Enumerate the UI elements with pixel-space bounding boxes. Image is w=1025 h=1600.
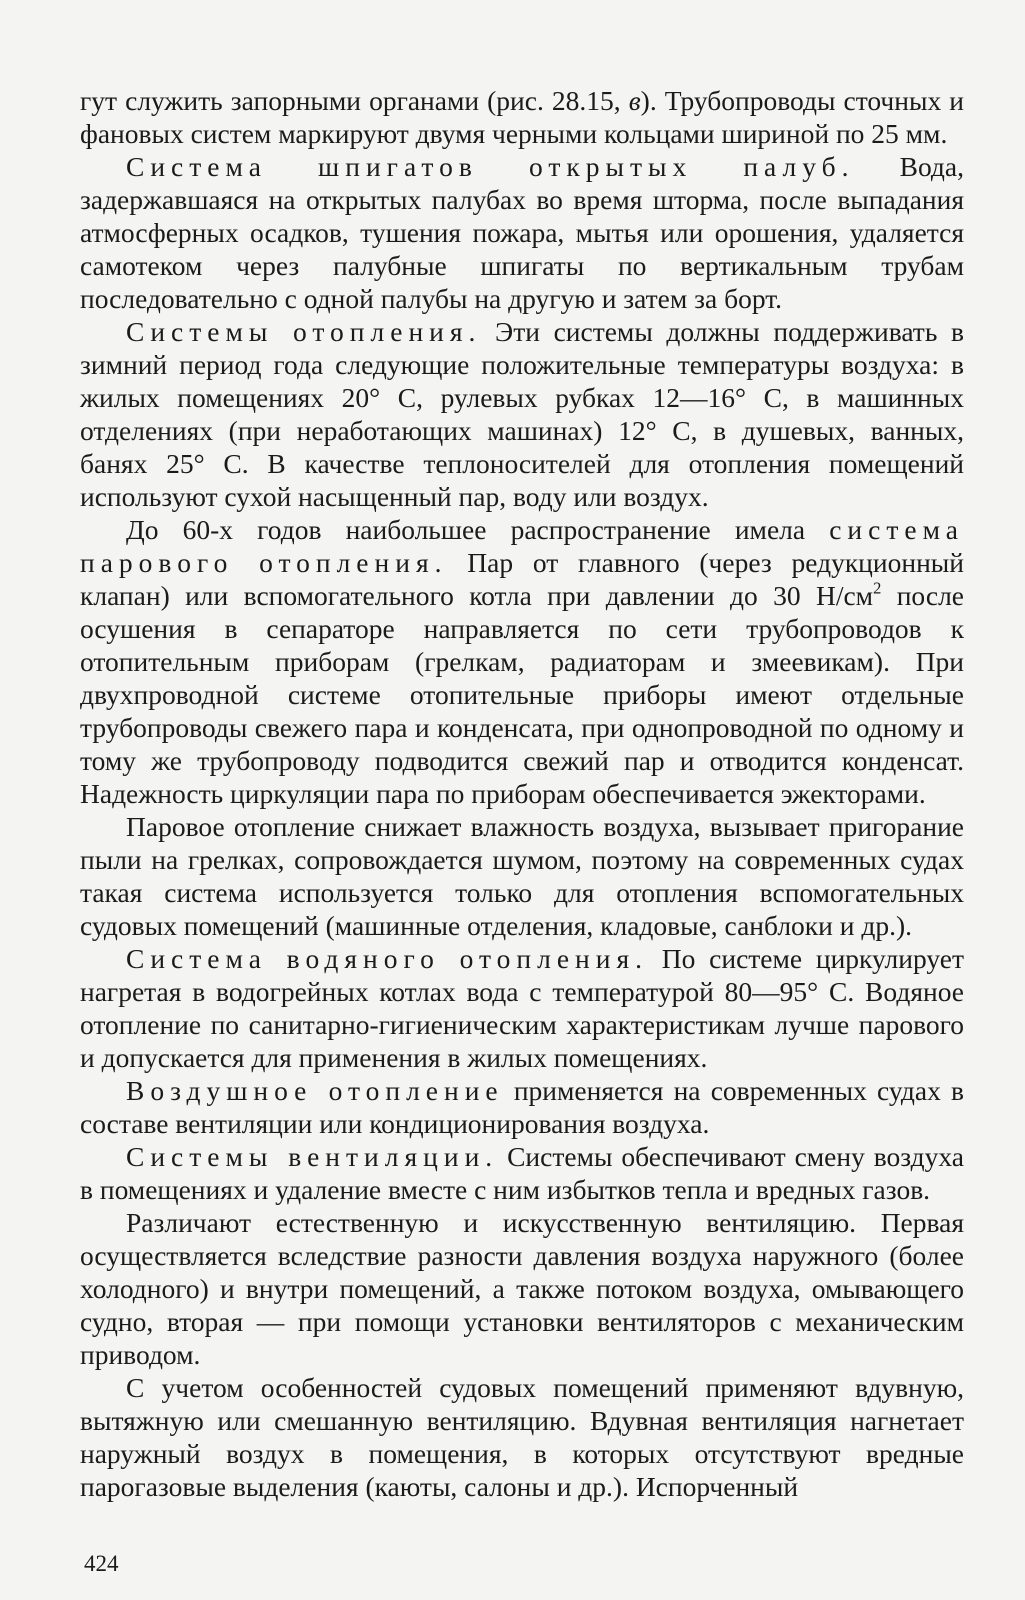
spaced-heading: система парового отопления. <box>80 514 964 578</box>
paragraph-5 <box>80 810 964 942</box>
text-run: ). Трубопроводы сточных и фановых систем маркируют двумя черными кольцами шириной по 25 мм. <box>80 85 964 149</box>
text-run: До 60-х годов наибольшее распространение имела <box>126 514 830 545</box>
paragraph-10 <box>80 1371 964 1503</box>
text-run: Системы обеспечивают смену воздуха в помещениях и удаление вместе с ним избытков тепла и вредных газов. <box>80 1141 965 1205</box>
italic-text: в <box>628 85 641 116</box>
page-number: 424 <box>84 1551 119 1576</box>
paragraph-9 <box>80 1206 964 1371</box>
spaced-heading: Воздушное отопление <box>126 1075 504 1106</box>
text-run: применяется на современных судах в составе вентиляции или кондиционирования воздуха. <box>80 1075 965 1139</box>
spaced-heading: Системы вентиляции. <box>126 1141 499 1172</box>
paragraph-1 <box>80 84 964 150</box>
paragraph-6 <box>80 942 964 1074</box>
spaced-heading: Система шпигатов открытых палуб. <box>126 151 855 182</box>
superscript: 2 <box>873 578 882 598</box>
spaced-heading: Система водяного отопления. <box>126 943 649 974</box>
paragraph-4 <box>80 513 964 810</box>
paragraph-7 <box>80 1074 964 1140</box>
text-run: после осушения в сепараторе направляется по сети трубопроводов к отопительным приборам (грелкам, радиаторам и змеевикам). При двухпроводной системе отопительные приборы имеют отдельные трубопроводы свежего пара и конденсата, при однопроводной по одному и тому же трубопроводу подводится свежий пар и отводится конденсат. Надежность циркуляции пара по приборам обеспечивается эжекторами. <box>80 580 964 809</box>
text-run: Вода, задержавшаяся на открытых палубах во время шторма, после выпадания атмосферных осадков, тушения пожара, мытья или орошения, удаляется самотеком через палубные шпигаты по вертикальным трубам последовательно с одной палубы на другую и затем за борт. <box>80 151 964 314</box>
paragraph-8 <box>80 1140 964 1206</box>
text-run: Пар от главного (через редукционный клапан) или вспомогательного котла при давлении до 30 Н/см <box>80 547 964 611</box>
page-body <box>80 84 964 1503</box>
spaced-heading: Системы отопления. <box>126 316 482 347</box>
paragraph-2 <box>80 150 964 315</box>
text-run: По системе циркулирует нагретая в водогрейных котлах вода с температурой 80—95° С. Водяное отопление по санитарно-гигиеническим характеристикам лучше парового и допускается для применения в жилых помещениях. <box>80 943 964 1073</box>
text-run: Эти системы должны поддерживать в зимний период года следующие положительные температуры воздуха: в жилых помещениях 20° С, рулевых рубках 12—16° С, в машинных отделениях (при неработающих машинах) 12° С, в душевых, ванных, банях 25° С. В качестве теплоносителей для отопления помещений используют сухой насыщенный пар, воду или воздух. <box>80 316 964 512</box>
text-run: Паровое отопление снижает влажность воздуха, вызывает пригорание пыли на грелках, сопровождается шумом, поэтому на современных судах такая система используется только для отопления вспомогательных судовых помещений (машинные отделения, кладовые, санблоки и др.). <box>80 811 964 941</box>
text-run: С учетом особенностей судовых помещений применяют вдувную, вытяжную или смешанную вентиляцию. Вдувная вентиляция нагнетает наружный воздух в помещения, в которых отсутствуют вредные парогазовые выделения (каюты, салоны и др.). Испорченный <box>80 1372 964 1502</box>
text-run: гут служить запорными органами (рис. 28.15, <box>80 85 629 116</box>
text-run: Различают естественную и искусственную вентиляцию. Первая осуществляется вследствие разности давления воздуха наружного (более холодного) и внутри помещений, а также потоком воздуха, омывающего судно, вторая — при помощи установки вентиляторов с механическим приводом. <box>80 1207 964 1370</box>
paragraph-3 <box>80 315 964 513</box>
